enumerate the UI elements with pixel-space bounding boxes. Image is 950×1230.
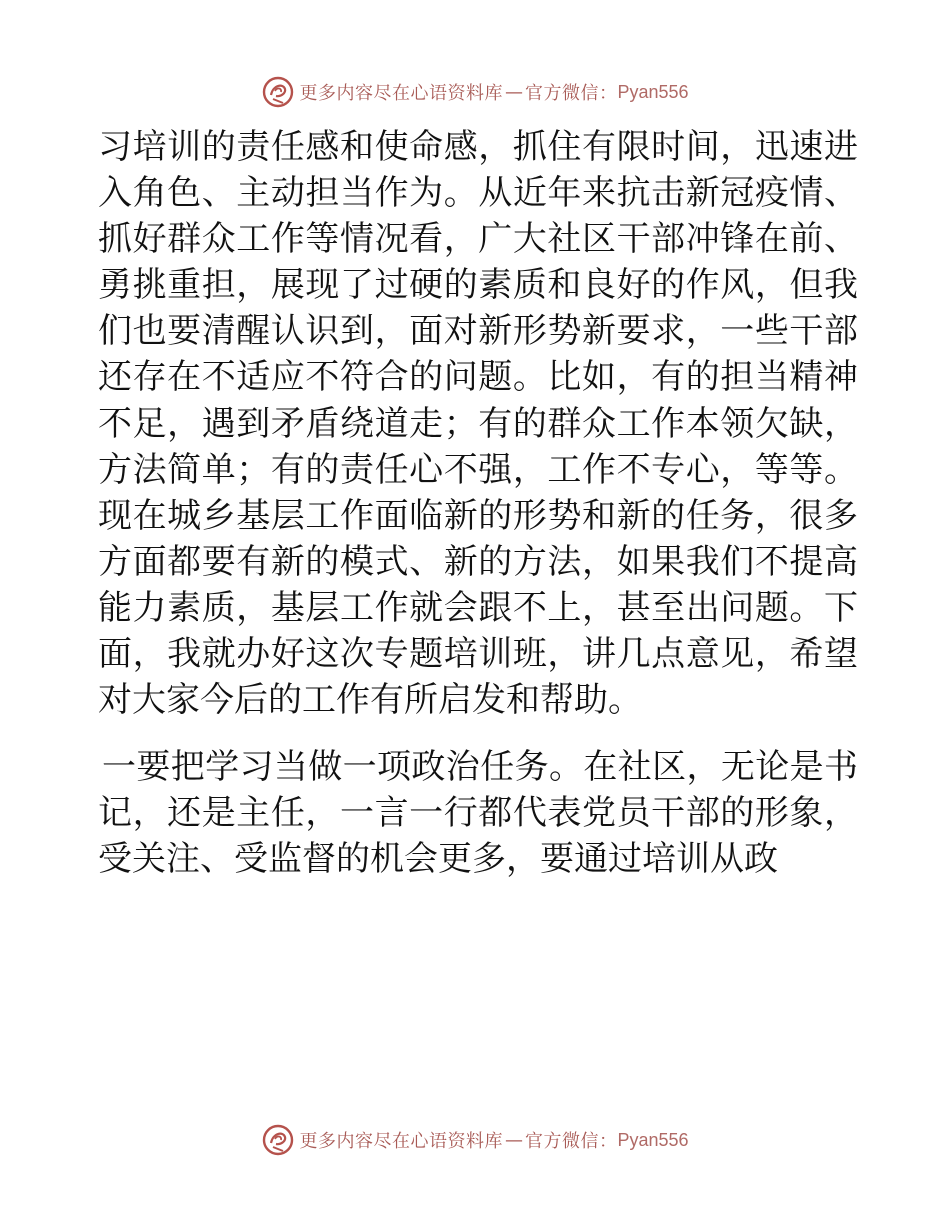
watermark-text: 更多内容尽在心语资料库: [299, 1131, 503, 1152]
body-paragraph-2: 一要把学习当做一项政治任务。在社区，无论是书记，还是主任，一言一行都代表党员干部的形象，受关注、受监督的机会更多，要通过培训从政: [98, 747, 858, 880]
rose-icon: [261, 1123, 295, 1157]
watermark-contact-label: 官方微信：: [524, 83, 618, 104]
watermark-separator: —: [504, 1129, 523, 1151]
watermark-handle: Pyan556: [617, 1129, 689, 1150]
document-body: [98, 124, 858, 883]
header-watermark: [0, 72, 950, 112]
watermark-text: 更多内容尽在心语资料库: [299, 83, 503, 104]
watermark-contact-label: 官方微信：: [524, 1131, 618, 1152]
footer-watermark: [0, 1120, 950, 1160]
watermark-handle: Pyan556: [617, 81, 689, 102]
body-paragraph-1: 习培训的责任感和使命感，抓住有限时间，迅速进入角色、主动担当作为。从近年来抗击新冠疫情、抓好群众工作等情况看，广大社区干部冲锋在前、勇挑重担，展现了过硬的素质和良好的作风，但我们也要清醒认识到，面对新形势新要求，一些干部还存在不适应不符合的问题。比如，有的担当精神不足，遇到矛盾绕道走；有的群众工作本领欠缺，方法简单；有的责任心不强，工作不专心，等等。现在城乡基层工作面临新的形势和新的任务，很多方面都要有新的模式、新的方法，如果我们不提高能力素质，基层工作就会跟不上，甚至出问题。下面，我就办好这次专题培训班，讲几点意见，希望对大家今后的工作有所启发和帮助。: [98, 127, 858, 721]
rose-icon: [261, 75, 295, 109]
watermark-separator: —: [504, 81, 523, 103]
